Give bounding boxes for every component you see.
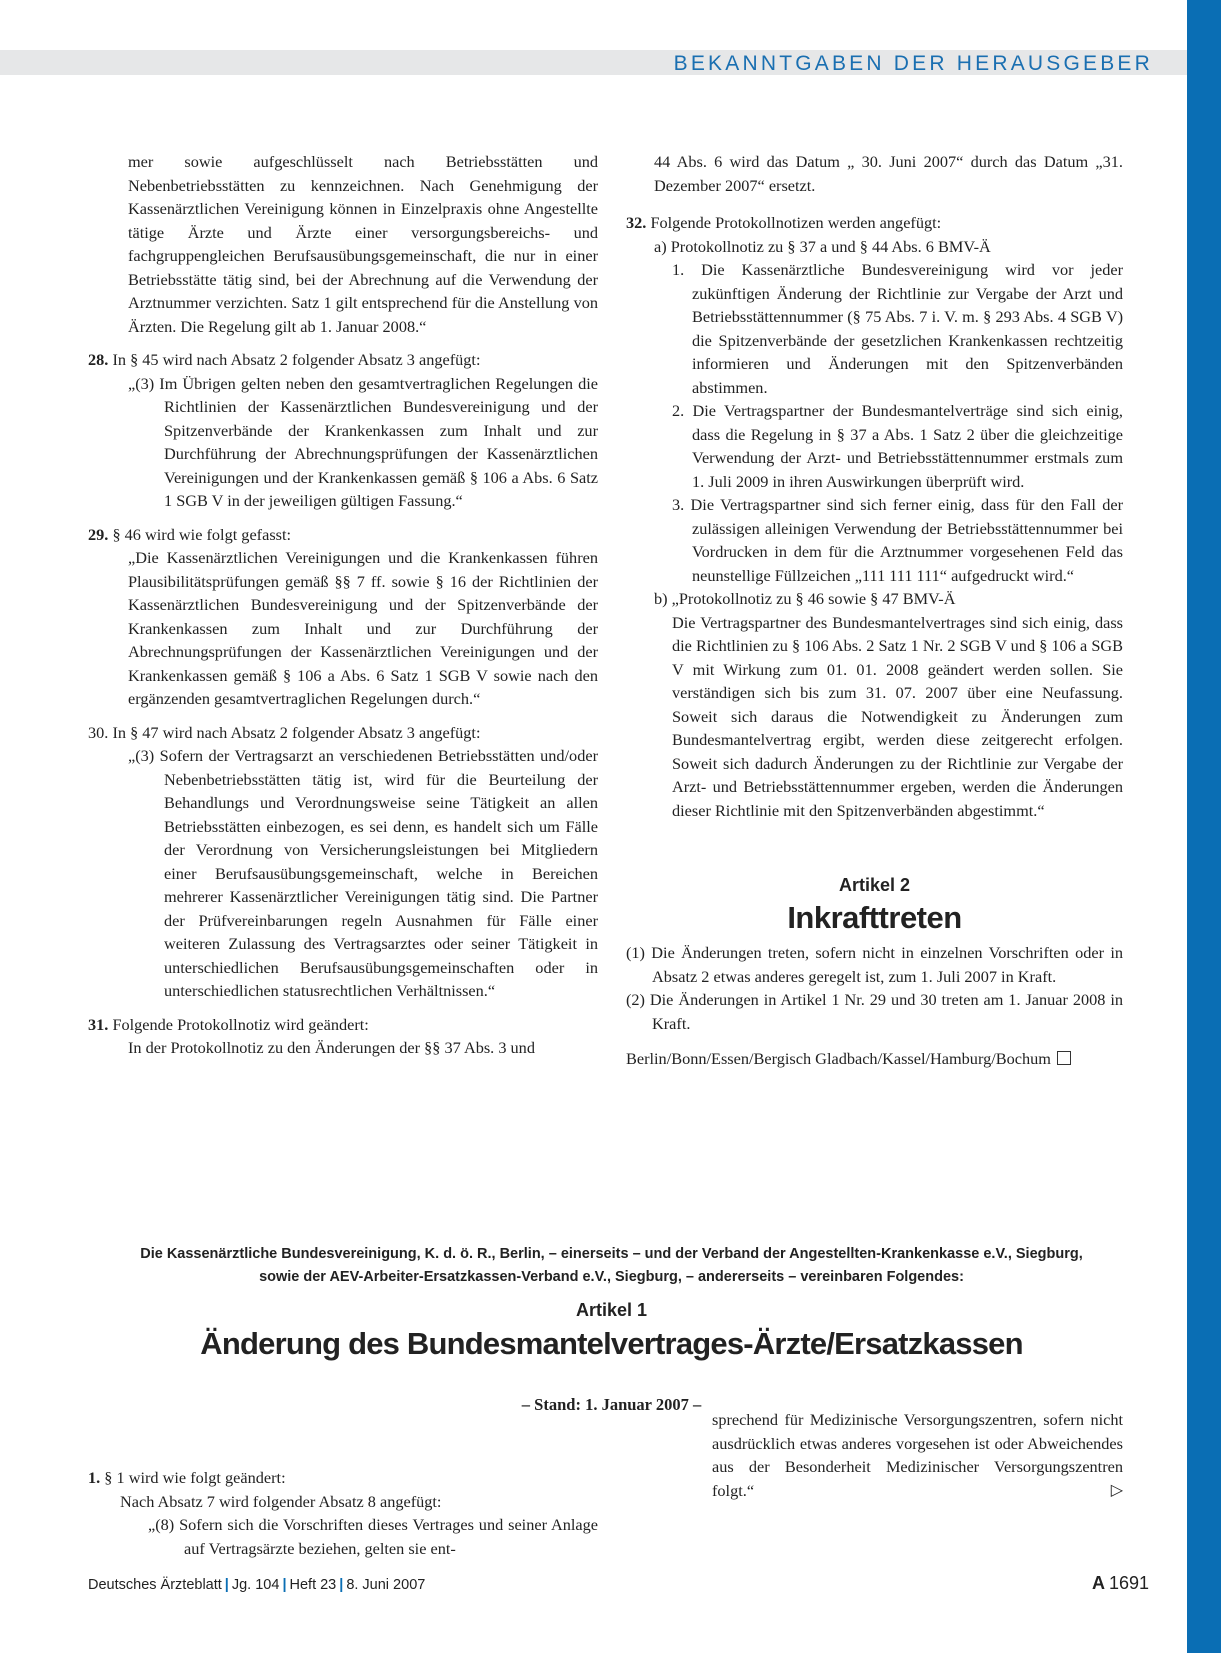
journal-name: Deutsches Ärzteblatt — [88, 1577, 222, 1593]
place-line — [626, 1047, 1123, 1071]
article-1-label: Artikel 1 — [575, 1300, 648, 1320]
item-29 — [88, 523, 598, 711]
page-number — [1092, 1573, 1149, 1594]
item-body: „Die Kassenärztlichen Vereinigungen und die Krankenkassen führen Plausibilitätsprüfungen gemäß §§ 7 ff. sowie § 16 der Richtlinien der Kassenärztlichen Bundesvereinigung und der Spitzenverbände der Krankenkassen zum Inhalt und zur Durchführung der Abrechnungsprüfungen der Kassenärztlichen Vereinigungen und der Krankenkassen gemäß § 106 a Abs. 6 Satz 1 SGB V sowie nach den ergänzenden gesamtvertraglichen Regelungen durch.“ — [128, 548, 598, 708]
second-left-column — [88, 1466, 598, 1560]
page-value: 1691 — [1108, 1573, 1149, 1593]
item-body: „(8) Sofern sich die Vorschriften dieses Vertrages und seiner Anlage auf Vertragsärzte beziehen, gelten sie ent- — [148, 1515, 598, 1558]
item-heading: In § 45 wird nach Absatz 2 folgender Absatz 3 angefügt: — [112, 350, 481, 369]
paragraph-1: (1) Die Änderungen treten, sofern nicht in einzelnen Vorschriften oder in Absatz 2 etwas anderes geregelt ist, zum 1. Juli 2007 in Kraft. — [626, 943, 1123, 986]
item-body-continued: sprechend für Medizinische Versorgungszentren, sofern nicht ausdrücklich etwas anderes vorgesehen ist oder Abweichendes aus der Besonderheit Medizinischer Versorgungszentren folgt.“ — [712, 1410, 1123, 1500]
continuation-text: mer sowie aufgeschlüsselt nach Betriebsstätten und Nebenbetriebsstätten zu kennzeichnen. Nach Genehmigung der Kassenärztlichen Vereinigung können in Einzelpraxis ohne Angestellte tätige Ärzte und Ärzte einer versorgungsbereichs- und fachgruppengleichen Berufsausübungsgemeinschaft, die nur in einer Betriebsstätte tätig sind, bei der Abrechnung auf die Verwendung der Arztnummer verzichten. Satz 1 gilt entsprechend für die Anstellung von Ärzten. Die Regelung gilt ab 1. Januar 2008.“ — [128, 152, 598, 336]
item-number: 1. — [88, 1468, 101, 1487]
continue-arrow-icon: ▷ — [1110, 1481, 1123, 1499]
note-a-point-3: 3. Die Vertragspartner sind sich ferner einig, dass für den Fall der zulässigen alleinigen Verwendung der Betriebsstättennummer bei Vordrucken in dem für die Arztnummer vorgesehenen Feld das neunstellige Füllzeichen „111 111 111“ aufgedruckt wird.“ — [672, 495, 1123, 585]
item-30 — [88, 721, 598, 1003]
note-b-heading: b) „Protokollnotiz zu § 46 sowie § 47 BMV-Ä — [654, 589, 956, 608]
place-text: Berlin/Bonn/Essen/Bergisch Gladbach/Kassel/Hamburg/Bochum — [626, 1049, 1051, 1068]
sidebar-stripe — [1187, 0, 1221, 1653]
item-subheading: Nach Absatz 7 wird folgender Absatz 8 angefügt: — [120, 1491, 442, 1511]
issue: Heft 23 — [289, 1577, 337, 1593]
left-column — [88, 150, 598, 1060]
item-heading: Folgende Protokollnotizen werden angefügt: — [650, 213, 942, 232]
item-number: 28. — [88, 350, 109, 369]
second-right-column — [712, 1408, 1123, 1502]
item-number: 30. — [88, 722, 109, 742]
item-32 — [626, 211, 1123, 822]
item-heading: § 46 wird wie folgt gefasst: — [112, 524, 292, 544]
section-title: BEKANNTGABEN DER HERAUSGEBER — [673, 52, 1153, 75]
intro-line-1: Die Kassenärztliche Bundesvereinigung, K. d. ö. R., Berlin, – einerseits – und der Verband der Angestellten-Krankenkasse e.V., Siegburg, — [140, 1246, 1083, 1262]
item-number: 29. — [88, 524, 109, 544]
end-box-icon — [1057, 1051, 1071, 1065]
item-number: 31. — [88, 1014, 109, 1034]
note-a-point-1: 1. Die Kassenärztliche Bundesvereinigung wird vor jeder zukünftigen Änderung der Richtlinie zur Vergabe der Arzt und Betriebsstättennummer (§ 75 Abs. 7 i. V. m. § 293 Abs. 4 SGB V) die Spitzenverbände der gesetzlichen Krankenkassen rechtzeitig informieren und Änderungen mit den Spitzenverbänden abstimmen. — [672, 260, 1123, 397]
item-31 — [88, 1013, 598, 1060]
issue-date: 8. Juni 2007 — [346, 1577, 426, 1593]
continuation-text: 44 Abs. 6 wird das Datum „ 30. Juni 2007“ durch das Datum „31. Dezember 2007“ ersetzt. — [654, 152, 1123, 195]
agreement-intro — [100, 1243, 1123, 1289]
note-a-heading: a) Protokollnotiz zu § 37 a und § 44 Abs. 6 BMV-Ä — [654, 236, 991, 256]
note-a-point-2: 2. Die Vertragspartner der Bundesmantelverträge sind sich einig, dass die Regelung in § 37 a Abs. 1 Satz 2 über die gleichzeitige Verwendung der Arzt- und Betriebsstättennummer erstmals zum 1. Juli 2009 in ihren Auswirkungen überprüft wird. — [672, 401, 1123, 491]
item-heading: Folgende Protokollnotiz wird geändert: — [112, 1014, 369, 1034]
page-prefix: A — [1091, 1573, 1105, 1593]
article-2-title: Inkrafttreten — [787, 899, 962, 935]
footer: Deutsches Ärzteblatt | Jg. 104 | Heft 23 | 8. Juni 2007 — [88, 1577, 426, 1593]
item-28 — [88, 348, 598, 513]
paragraph-2: (2) Die Änderungen in Artikel 1 Nr. 29 und 30 treten am 1. Januar 2008 in Kraft. — [626, 990, 1123, 1033]
volume: Jg. 104 — [231, 1577, 280, 1593]
article-2-label: Artikel 2 — [838, 875, 911, 895]
article-1-title: Änderung des Bundesmantelvertrages-Ärzte/Ersatzkassen — [200, 1326, 1023, 1361]
right-column — [626, 150, 1123, 1071]
intro-line-2: sowie der AEV-Arbeiter-Ersatzkassen-Verband e.V., Siegburg, – andererseits – vereinbaren Folgendes: — [259, 1269, 964, 1285]
note-b-body: Die Vertragspartner des Bundesmantelvertrages sind sich einig, dass die Richtlinien zu § 106 Abs. 2 Satz 1 Nr. 2 SGB V und § 106 a SGB V mit Wirkung zum 01. 01. 2008 geändert werden sollen. Sie verständigen sich bis zum 31. 07. 2007 über eine Neufassung. Soweit sich daraus die Notwendigkeit zu Änderungen zum Bundesmantelvertrag ergibt, werden diese zeitgerecht erfolgen. Soweit sich dadurch Änderungen zu der Richtlinie zur Vergabe der Arzt- und Betriebsstättennummer ergeben, werden die Änderungen dieser Richtlinie mit den Spitzenverbänden abgestimmt.“ — [672, 612, 1123, 820]
item-body: „(3) Im Übrigen gelten neben den gesamtvertraglichen Regelungen die Richtlinien der Kassenärztlichen Bundesvereinigung und der Spitzenverbände der Krankenkassen zum Inhalt und zur Durchführung der Abrechnungsprüfungen der Kassenärztlichen Vereinigungen und der Krankenkassen gemäß § 106 a Abs. 6 Satz 1 SGB V in der jeweiligen gültigen Fassung.“ — [128, 373, 598, 510]
item-body: „(3) Sofern der Vertragsarzt an verschiedenen Betriebsstätten und/oder Nebenbetriebsstätten tätig ist, wird für die Beurteilung der Behandlungs und Verordnungsweise seine Tätigkeit an allen Betriebsstätten einbezogen, es sei denn, es handelt sich um Fälle der Verordnung von Versicherungsleistungen bei Mitgliedern einer Berufsausübungsgemeinschaft, welche in Bereichen mehrerer Kassenärztlicher Vereinigungen tätig sind. Die Partner der Prüfvereinbarungen regeln Ausnahmen für Fälle einer weiteren Zulassung des Vertragsarztes oder seiner Tätigkeit in unterschiedlichen Berufsausübungsgemeinschaften oder in unterschiedlichen statusrechtlichen Verhältnissen.“ — [128, 746, 598, 1000]
item-number: 32. — [626, 213, 647, 232]
stand-date: – Stand: 1. Januar 2007 – — [521, 1395, 702, 1414]
item-body: In der Protokollnotiz zu den Änderungen der §§ 37 Abs. 3 und — [128, 1038, 535, 1057]
item-heading: In § 47 wird nach Absatz 2 folgender Absatz 3 angefügt: — [112, 722, 481, 742]
item-heading: § 1 wird wie folgt geändert: — [104, 1468, 286, 1487]
